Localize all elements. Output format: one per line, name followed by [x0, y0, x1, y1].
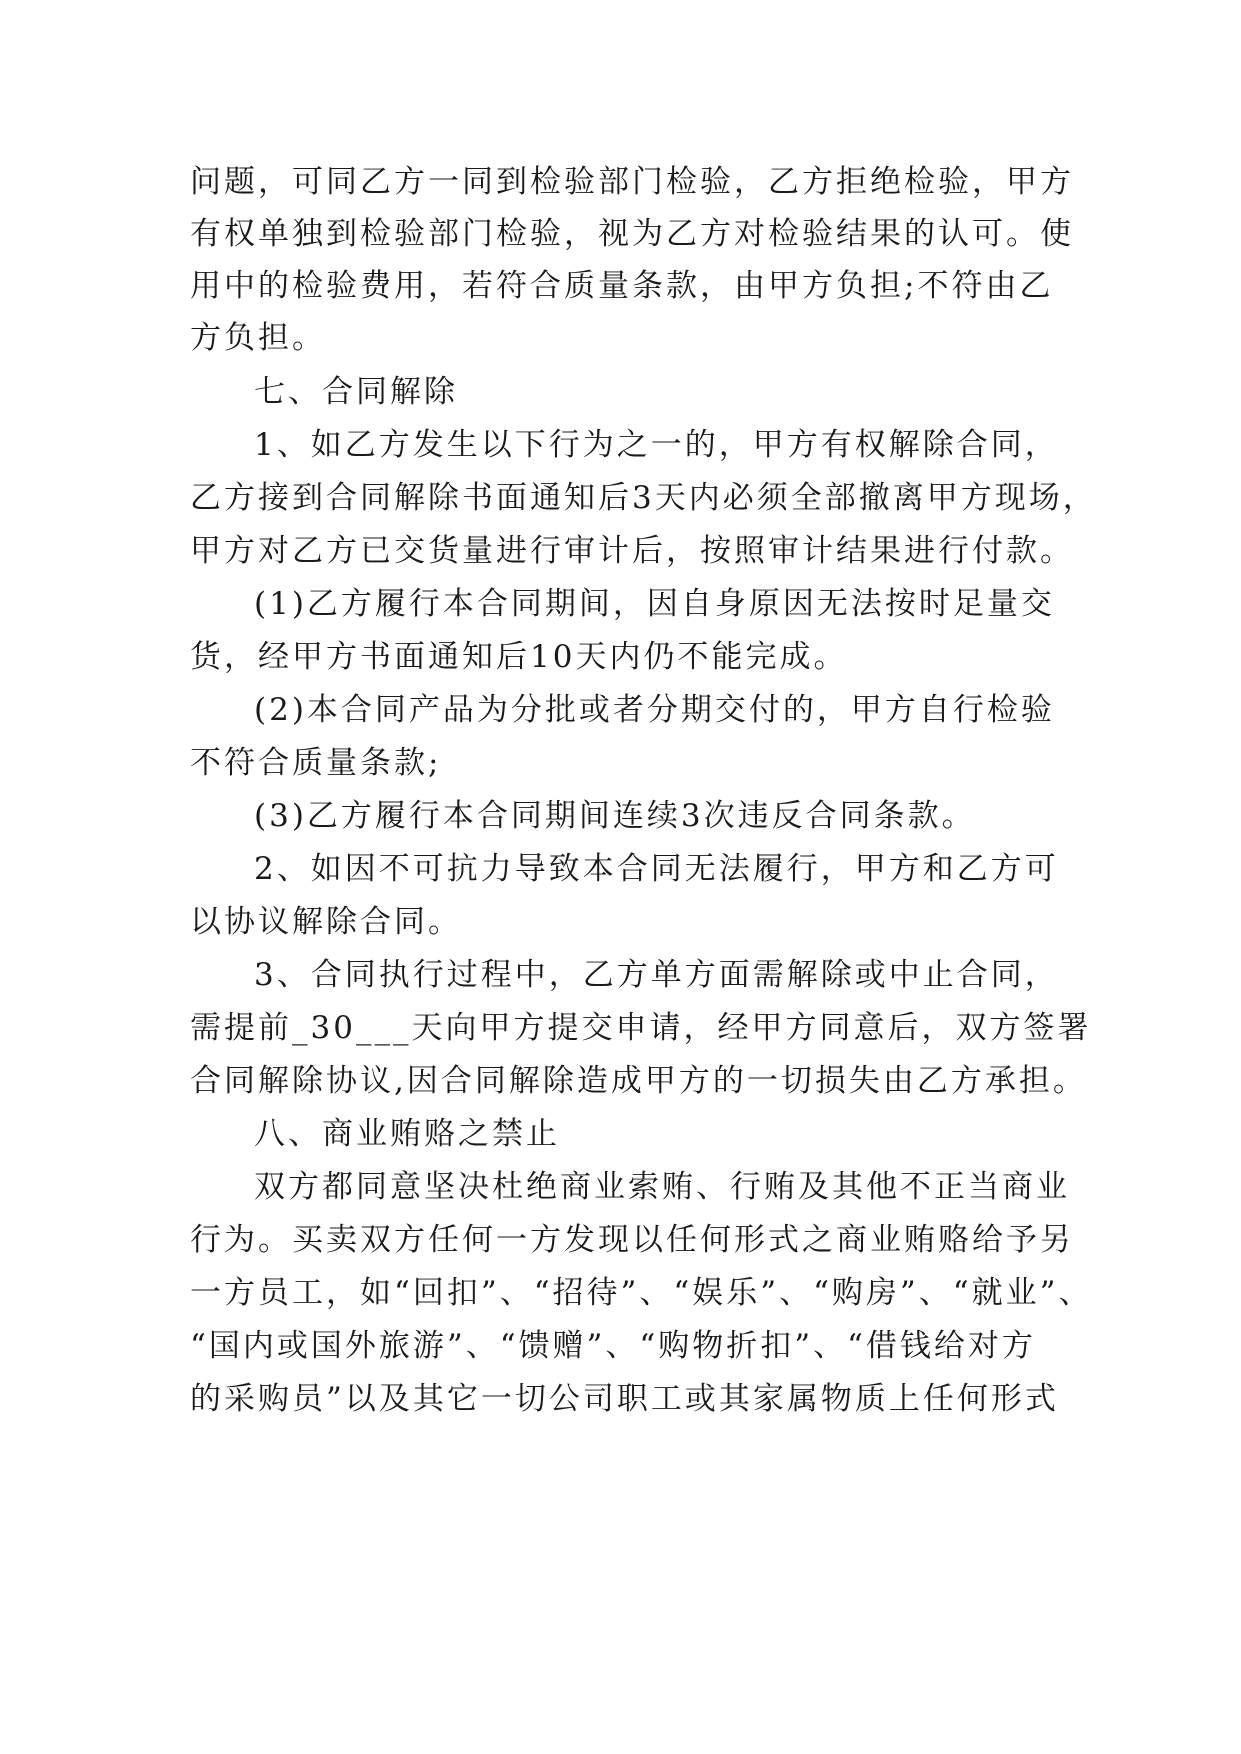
text-line: 甲方对乙方已交货量进行审计后，按照审计结果进行付款。 [190, 533, 1074, 569]
text-line: 问题，可同乙方一同到检验部门检验，乙方拒绝检验，甲方 [190, 164, 1074, 200]
text-line: 不符合质量条款; [190, 745, 442, 781]
text-line: 的采购员”以及其它一切公司职工或其家属物质上任何形式 [190, 1381, 1059, 1417]
text-line: 双方都同意坚决杜绝商业索贿、行贿及其他不正当商业 [254, 1169, 1070, 1205]
text-line: 货，经甲方书面通知后10天内仍不能完成。 [190, 639, 848, 675]
text-line: 一方员工，如“回扣”、“招待”、“娱乐”、“购房”、“就业”、 [190, 1275, 1093, 1311]
text-line: 行为。买卖双方任何一方发现以任何形式之商业贿赂给予另 [190, 1222, 1074, 1258]
text-line: 1、如乙方发生以下行为之一的，甲方有权解除合同， [254, 427, 1059, 463]
section-heading: 七、合同解除 [254, 374, 458, 410]
text-line: (2)本合同产品为分批或者分期交付的，甲方自行检验 [254, 692, 1055, 728]
text-line: 2、如因不可抗力导致本合同无法履行，甲方和乙方可 [254, 851, 1059, 887]
text-line: “国内或国外旅游”、“馈赠”、“购物折扣”、“借钱给对方 [190, 1328, 1036, 1364]
text-line: (1)乙方履行本合同期间，因自身原因无法按时足量交 [254, 586, 1055, 622]
text-line: 有权单独到检验部门检验，视为乙方对检验结果的认可。使 [190, 216, 1074, 252]
text-line: 3、合同执行过程中，乙方单方面需解除或中止合同， [254, 957, 1059, 993]
text-line: 方负担。 [190, 320, 326, 356]
section-heading: 八、商业贿赂之禁止 [254, 1116, 560, 1152]
text-line: 用中的检验费用，若符合质量条款，由甲方负担;不符由乙 [190, 268, 1054, 304]
text-line: 乙方接到合同解除书面通知后3天内必须全部撤离甲方现场， [190, 480, 1097, 516]
text-line: (3)乙方履行本合同期间连续3次违反合同条款。 [254, 798, 976, 834]
text-line: 合同解除协议,因合同解除造成甲方的一切损失由乙方承担。 [190, 1063, 1087, 1099]
text-line: 需提前_30___天向甲方提交申请，经甲方同意后，双方签署 [190, 1010, 1092, 1046]
text-line: 以协议解除合同。 [190, 904, 462, 940]
